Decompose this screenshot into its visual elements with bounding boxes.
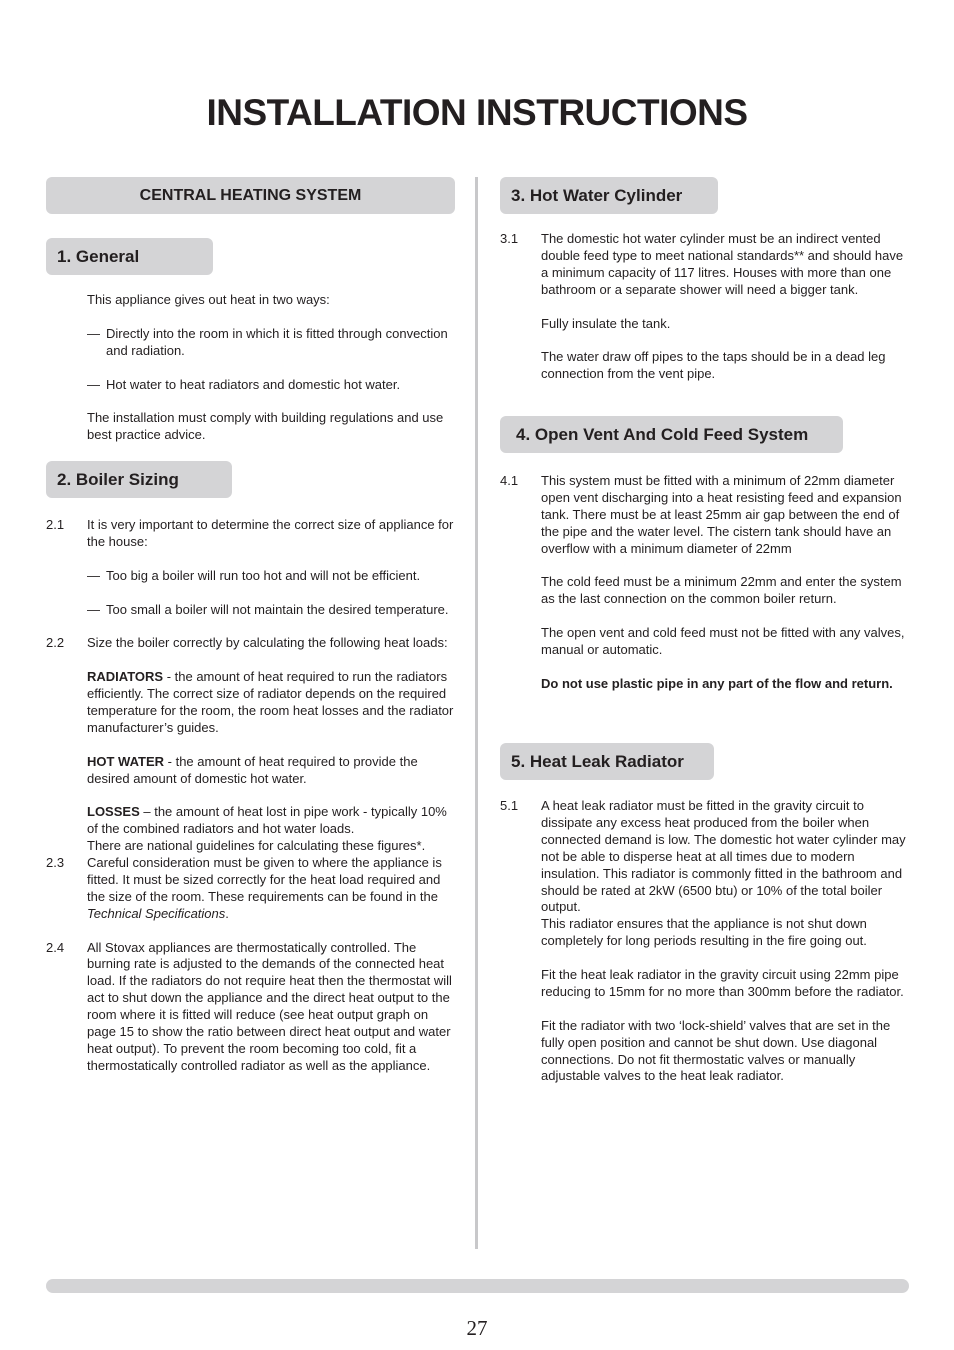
leak-heading-label: 5. Heat Leak Radiator (511, 751, 684, 771)
leak-heading (500, 743, 714, 780)
central-heating-header-label: CENTRAL HEATING SYSTEM (139, 186, 362, 204)
leak-fit-valves: Fit the radiator with two ‘lock-shield’ valves that are set in the fully open position and cannot be shut down. Use diagonal connections. Do not fit thermostatic valves or manually adjustable valves to the heat leak radiator. (541, 1017, 891, 1084)
dash-glyph: — (87, 601, 100, 617)
para-5-1 (500, 798, 911, 916)
general-intro: This appliance gives out heat in two ways: (87, 292, 330, 307)
para-number: 2.1 (46, 517, 65, 532)
leak-body (500, 798, 911, 1102)
footer-bar (46, 1279, 909, 1293)
leak-ensures: This radiator ensures that the appliance is not shut down completely for long periods resulting in the fire going out. (541, 916, 867, 949)
vent-body (500, 473, 909, 710)
cylinder-heading (500, 177, 718, 214)
losses-label: LOSSES (87, 804, 140, 820)
hotwater-load (87, 754, 457, 788)
para-2-1-text: It is very important to determine the correct size of appliance for the house: (87, 517, 454, 549)
para-3-1-text: The domestic hot water cylinder must be an indirect vented double feed type to meet national standards** and should have a minimum capacity of 117 litres. Houses with more than one bathroom or a separate shower will need a bigger tank. (541, 231, 904, 297)
dash-glyph: — (87, 376, 100, 392)
vent-warning (541, 676, 909, 693)
dash-glyph: — (87, 325, 100, 341)
central-heating-header (46, 177, 455, 214)
general-bullet-2-text: Hot water to heat radiators and domestic hot water. (106, 376, 401, 392)
general-body (87, 292, 455, 461)
para-4-1 (500, 473, 909, 558)
page-number: 27 (466, 1316, 488, 1340)
para-2-3-end: . (225, 905, 229, 921)
radiators-text: - the amount of heat required to run the radiators efficiently. The correct size of radiator depends on the required temperature for the room, the room heat losses and the radiator manufacturer’s guides. (87, 669, 454, 735)
para-5-1-text: A heat leak radiator must be fitted in the gravity circuit to dissipate any excess heat produced from the boiler when connected demand is low. The domestic hot water cylinder may not be able to disperse heat at all times due to modern insulation. This radiator is commonly fitted in the bathroom and should be rated at 2kW (6500 btu) or 10% of the total boiler output. (541, 798, 906, 915)
losses-note: There are national guidelines for calculating these figures*. (87, 838, 426, 854)
page-title: INSTALLATION INSTRUCTIONS (206, 92, 748, 133)
cylinder-insulate: Fully insulate the tank. (541, 315, 671, 331)
para-2-3-text: Careful consideration must be given to where the appliance is fitted. It must be sized correctly for the heat load required and the size of the room. These requirements can be found in the (87, 855, 442, 904)
boiler-bullet-1 (87, 568, 457, 585)
vent-coldfeed: The cold feed must be a minimum 22mm and enter the system as the last connection on the common boiler return. (541, 574, 902, 607)
hotwater-label: HOT WATER (87, 753, 165, 769)
para-4-1-text: This system must be fitted with a minimum of 22mm diameter open vent discharging into a heat resisting feed and expansion tank. There must be at least 25mm air gap between the end of the pipe and the water level. The cistern tank should have an overflow with a minimum diameter of 22mm (541, 473, 902, 556)
boiler-heading-label: 2. Boiler Sizing (57, 469, 179, 489)
boiler-bullet-2-text: Too small a boiler will not maintain the desired temperature. (106, 601, 449, 617)
boiler-bullet-2 (87, 602, 457, 619)
cylinder-drawoff: The water draw off pipes to the taps should be in a dead leg connection from the vent pipe. (541, 349, 886, 382)
para-number: 2.4 (46, 939, 65, 955)
radiators-load (87, 669, 457, 737)
general-bullet-1-text: Directly into the room in which it is fitted through convection and radiation. (106, 325, 448, 358)
para-2-2-text: Size the boiler correctly by calculating the following heat loads: (87, 635, 448, 651)
para-number: 3.1 (500, 231, 519, 246)
losses-text: – the amount of heat lost in pipe work - typically 10% of the combined radiators and hot water loads. (87, 804, 447, 837)
general-heading (46, 238, 213, 275)
para-2-4-text: All Stovax appliances are thermostatically controlled. The burning rate is adjusted to the demands of the connected heat load. If the radiators do not require heat then the thermostat will act to shut down the appliance and the direct heat output to the room where it is fitted will reduce (see heat output graph on page 15 to show the ratio between direct heat output and water heat output). To prevent the room becoming too cold, fit a thermostatically controlled radiator as well as the appliance. (87, 939, 452, 1073)
general-heading-label: 1. General (57, 246, 140, 266)
boiler-bullet-1-text: Too big a boiler will run too hot and will not be efficient. (106, 567, 421, 583)
para-number: 4.1 (500, 473, 519, 488)
vent-heading-label: 4. Open Vent And Cold Feed System (516, 424, 809, 444)
dash-glyph: — (87, 567, 100, 583)
para-2-3 (46, 855, 457, 923)
general-comply: The installation must comply with building regulations and use best practice advice. (87, 410, 444, 443)
cylinder-body (500, 231, 909, 400)
hotwater-text: - the amount of heat required to provide the desired amount of domestic hot water. (87, 753, 418, 786)
column-divider (475, 177, 478, 1249)
para-2-4 (46, 939, 457, 1075)
vent-novalves: The open vent and cold feed must not be fitted with any valves, manual or automatic. (541, 625, 905, 658)
boiler-heading (46, 461, 232, 498)
tech-spec-ref: Technical Specifications (87, 905, 226, 921)
boiler-body (46, 517, 457, 1092)
para-number: 5.1 (500, 798, 519, 813)
cylinder-heading-label: 3. Hot Water Cylinder (511, 185, 683, 205)
para-3-1 (500, 231, 909, 299)
losses-load (87, 804, 457, 838)
leak-fit-gravity: Fit the heat leak radiator in the gravity circuit using 22mm pipe reducing to 15mm for no more than 300mm before the radiator. (541, 967, 904, 999)
para-2-2 (46, 635, 457, 652)
general-bullet-1 (87, 326, 455, 360)
para-2-1 (46, 517, 457, 551)
para-number: 2.3 (46, 855, 65, 871)
para-number: 2.2 (46, 635, 65, 651)
vent-heading (500, 416, 843, 453)
vent-warning-text: Do not use plastic pipe in any part of the flow and return. (541, 675, 893, 691)
radiators-label: RADIATORS (87, 669, 164, 685)
general-bullet-2 (87, 377, 455, 394)
